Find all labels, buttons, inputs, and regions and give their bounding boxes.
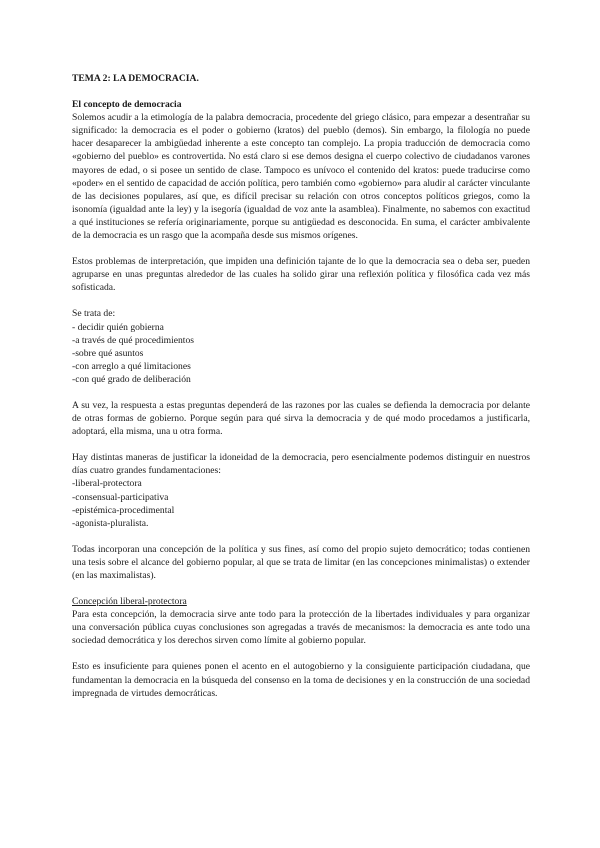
question-list-intro: Se trata de:: [72, 308, 116, 320]
paragraph-liberal: Para esta concepción, la democracia sirve ante todo para la protección de la libertades individuales y para organizar una conversación pública cuyas conclusiones son agregadas a través de mecanismos: la democracia es ante todo una sociedad democrática y los derechos sirven como límite al gobierno popular.: [72, 609, 530, 647]
list-item: -liberal-protectora: [72, 478, 142, 490]
list-item: -agonista-pluralista.: [72, 517, 149, 529]
section-heading-concepto: El concepto de democracia: [72, 99, 182, 111]
section-heading-liberal: Concepción liberal-protectora: [72, 596, 187, 608]
list-item: -con qué grado de deliberación: [72, 373, 191, 385]
document-title: TEMA 2: LA DEMOCRACIA.: [72, 73, 199, 84]
question-list: [72, 307, 530, 386]
paragraph-interpretacion: Estos problemas de interpretación, que impiden una definición tajante de lo que la democracia sea o deba ser, pueden agruparse en unas preguntas alrededor de las cuales ha solido girar una reflexión política y filosófica cada vez más sofisticada.: [72, 256, 530, 294]
list-item: -con arreglo a qué limitaciones: [72, 360, 191, 372]
paragraph-justificaciones: Hay distintas maneras de justificar la idoneidad de la democracia, pero esencialmente podemos distinguir en nuestros días cuatro grandes fundamentaciones:: [72, 452, 530, 477]
list-item: -epistémica-procedimental: [72, 504, 175, 516]
paragraph-etimologia: Solemos acudir a la etimología de la palabra democracia, procedente del griego clásico, para empezar a desentrañar su significado: la democracia es el poder o gobierno (kratos) del pueblo (demos). Sin embargo, la filología no puede hacer desaparecer la ambigüedad inherente a este concepto tan complejo. La propia traducción de democracia como «gobierno del pueblo» es controvertida. No está claro si ese demos designa el cuerpo colectivo de ciudadanos varones mayores de edad, o si posee un sentido de clase. Tampoco es unívoco el contenido del kratos: puede traducirse como «poder» en el sentido de capacidad de acción política, pero también como «gobierno» para aludir al carácter vinculante de las decisiones populares, así que, es difícil precisar su relación con otros conceptos políticos griegos, como la isonomía (igualdad ante la ley) y la isegoría (igualdad de voz ante la asamblea). Finalmente, no sabemos con exactitud a qué instituciones se refería originariamente, porque su antigüedad es desconocida. En suma, el carácter ambivalente de la democracia es un rasgo que la acompaña desde sus mismos orígenes.: [72, 112, 530, 242]
list-item: - decidir quién gobierna: [72, 321, 164, 333]
paragraph-respuesta: A su vez, la respuesta a estas preguntas dependerá de las razones por las cuales se defienda la democracia por delante de otras formas de gobierno. Porque según para qué sirva la democracia y de qué modo procedamos a justificarla, adoptará, ella misma, una u otra forma.: [72, 399, 530, 438]
justification-block: [72, 451, 530, 530]
list-item: -consensual-participativa: [72, 491, 169, 503]
paragraph-autogobierno: Esto es insuficiente para quienes ponen el acento en el autogobierno y la consiguiente participación ciudadana, que fundamentan la democracia en la búsqueda del consenso en la toma de decisiones y en la construcción de una sociedad impregnada de virtudes democráticas.: [72, 661, 530, 699]
list-item: -sobre qué asuntos: [72, 347, 144, 359]
list-item: -a través de qué procedimientos: [72, 334, 195, 346]
document-body: [72, 72, 530, 713]
paragraph-concepciones: Todas incorporan una concepción de la política y sus fines, así como del propio sujeto democrático; todas contienen una tesis sobre el alcance del gobierno popular, al que se trata de limitar (en las concepciones minimalistas) o extender (en las maximalistas).: [72, 543, 530, 581]
